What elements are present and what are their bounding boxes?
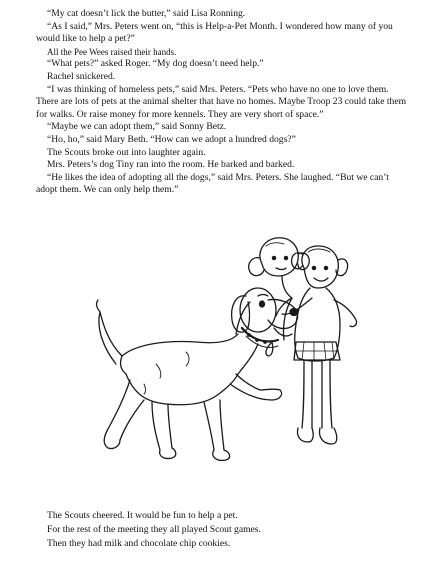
paragraph: The Scouts broke out into laughter again.	[47, 146, 206, 158]
paragraph: “What pets?” asked Roger. “My dog doesn’t need help.”	[47, 58, 264, 70]
paragraph: “Ho, ho,” said Mary Beth. “How can we adopt a hundred dogs?”	[47, 133, 296, 145]
paragraph: Rachel snickered.	[47, 70, 116, 82]
paragraph: For the rest of the meeting they all played Scout games.	[47, 524, 261, 535]
dog-drawing	[97, 288, 298, 460]
story-text-top	[36, 8, 408, 197]
paragraph: “I was thinking of homeless pets,” said Mrs. Peters. “Pets who have no one to love them. There are lots of pets at the animal shelter that have no homes. Maybe Troop 23 could take them for walks. Or raise money for more kennels. They are very short of space.”	[36, 83, 407, 120]
paragraph: “My cat doesn’t lick the butter,” said Lisa Ronning.	[47, 8, 246, 19]
paragraph: Then they had milk and chocolate chip cookies.	[47, 538, 231, 549]
paragraph: The Scouts cheered. It would be fun to help a pet.	[47, 510, 238, 521]
paragraph: All the Pee Wees raised their hands.	[47, 46, 177, 57]
story-text-bottom	[36, 509, 408, 551]
dog-and-girls-illustration	[86, 224, 386, 504]
paragraph: Mrs. Peters’s dog Tiny ran into the room. He barked and barked.	[47, 159, 295, 171]
paragraph: “As I said,” Mrs. Peters went on, “this is Help-a-Pet Month. I wondered how many of you would like to help a pet?”	[36, 20, 393, 45]
paragraph: “Maybe we can adopt them,” said Sonny Betz.	[47, 121, 227, 133]
paragraph: “He likes the idea of adopting all the dogs,” said Mrs. Peters. She laughed. “But we can’t adopt them. We can only help them.”	[36, 171, 389, 196]
